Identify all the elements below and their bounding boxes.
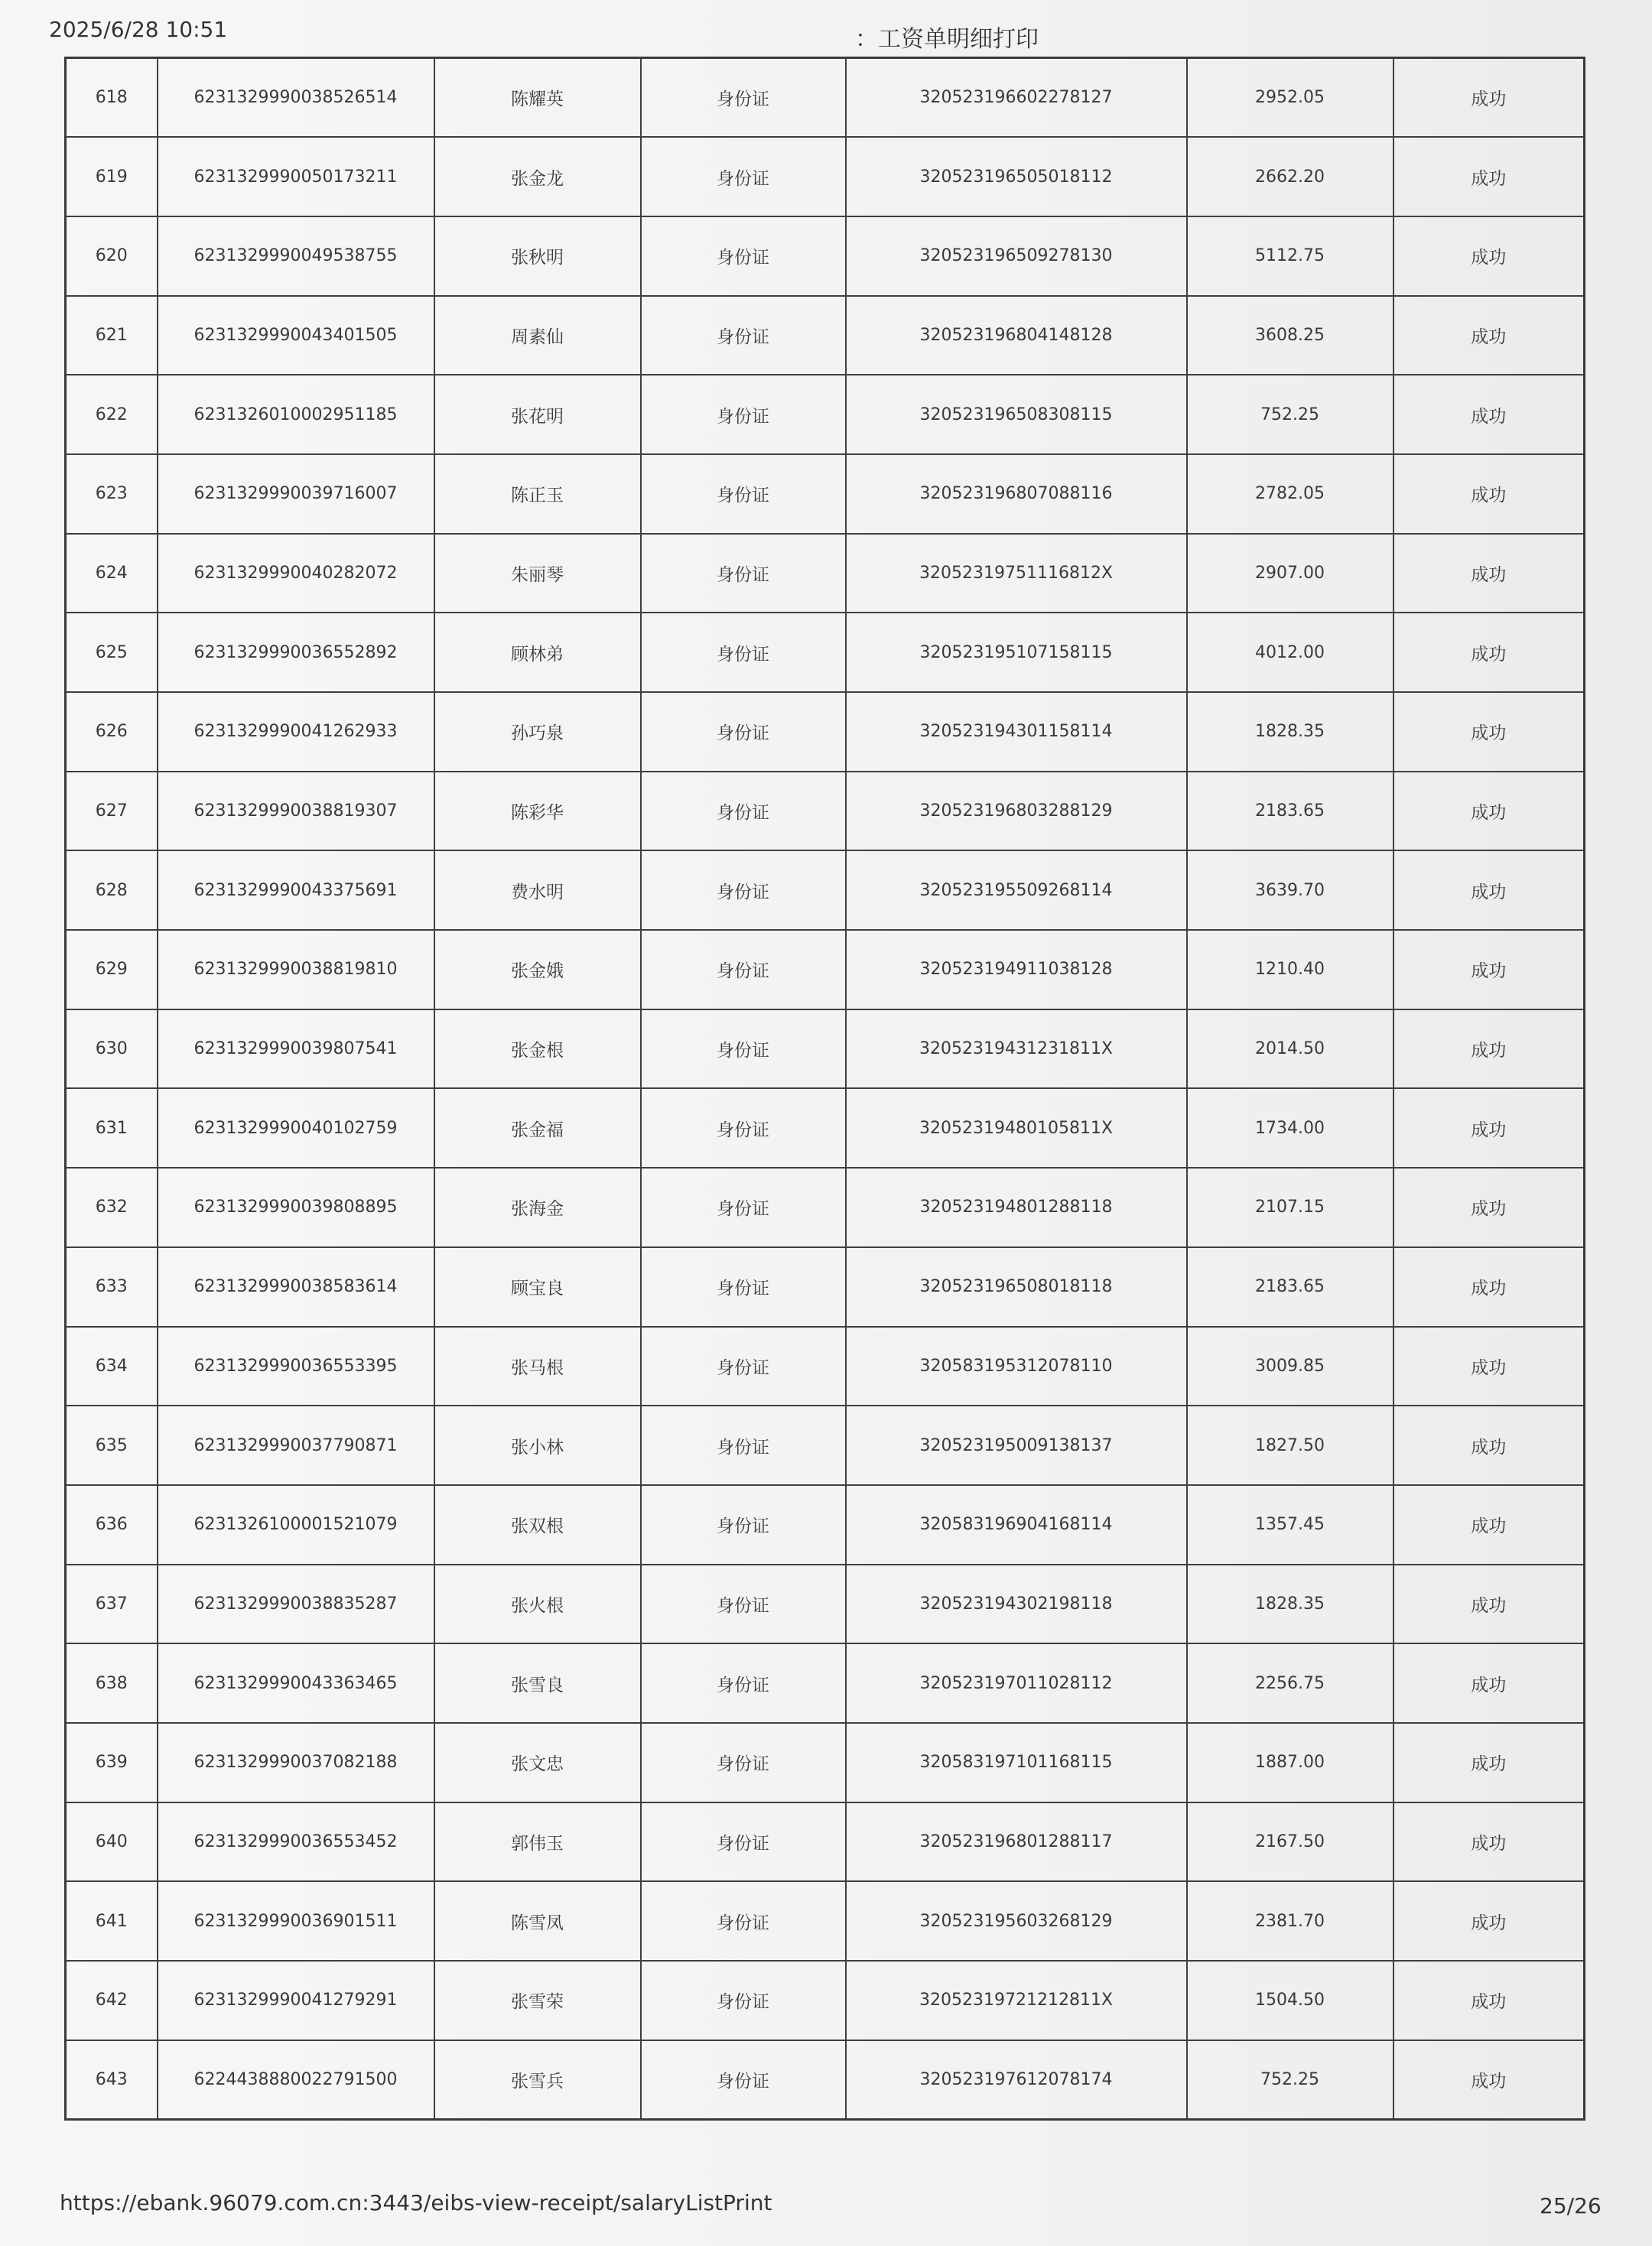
row-number-cell: 619 bbox=[66, 137, 158, 216]
id-type-cell: 身份证 bbox=[641, 216, 846, 296]
id-type-cell: 身份证 bbox=[641, 1802, 846, 1882]
name-cell: 张海金 bbox=[434, 1168, 641, 1247]
id-number-cell: 320523195107158115 bbox=[846, 613, 1187, 692]
row-number-cell: 625 bbox=[66, 613, 158, 692]
account-number-cell: 6231329990036552892 bbox=[158, 613, 434, 692]
name-cell: 费水明 bbox=[434, 850, 641, 930]
table-body bbox=[66, 58, 1585, 2120]
id-number-cell: 320523196509278130 bbox=[846, 216, 1187, 296]
amount-cell: 3639.70 bbox=[1187, 850, 1393, 930]
account-number-cell: 6231329990039716007 bbox=[158, 454, 434, 534]
status-cell: 成功 bbox=[1393, 692, 1585, 772]
id-number-cell: 32052319751116812X bbox=[846, 534, 1187, 613]
status-cell: 成功 bbox=[1393, 1961, 1585, 2040]
id-number-cell: 32052319721212811X bbox=[846, 1961, 1187, 2040]
amount-cell: 1828.35 bbox=[1187, 1565, 1393, 1644]
id-type-cell: 身份证 bbox=[641, 137, 846, 216]
id-type-cell: 身份证 bbox=[641, 772, 846, 851]
id-type-cell: 身份证 bbox=[641, 1961, 846, 2040]
row-number-cell: 641 bbox=[66, 1881, 158, 1961]
amount-cell: 2381.70 bbox=[1187, 1881, 1393, 1961]
id-number-cell: 320523196602278127 bbox=[846, 58, 1187, 138]
name-cell: 张火根 bbox=[434, 1565, 641, 1644]
table-row bbox=[66, 534, 1585, 613]
amount-cell: 5112.75 bbox=[1187, 216, 1393, 296]
amount-cell: 2167.50 bbox=[1187, 1802, 1393, 1882]
row-number-cell: 638 bbox=[66, 1643, 158, 1723]
id-number-cell: 320523194911038128 bbox=[846, 930, 1187, 1009]
name-cell: 顾宝良 bbox=[434, 1247, 641, 1327]
page-title: ：工资单明细打印 bbox=[855, 26, 1039, 53]
id-number-cell: 320523196505018112 bbox=[846, 137, 1187, 216]
status-cell: 成功 bbox=[1393, 613, 1585, 692]
id-number-cell: 320523196807088116 bbox=[846, 454, 1187, 534]
account-number-cell: 6231326100001521079 bbox=[158, 1485, 434, 1565]
id-number-cell: 320523196508018118 bbox=[846, 1247, 1187, 1327]
table-row bbox=[66, 1961, 1585, 2040]
id-number-cell: 320583196904168114 bbox=[846, 1485, 1187, 1565]
amount-cell: 2782.05 bbox=[1187, 454, 1393, 534]
amount-cell: 2256.75 bbox=[1187, 1643, 1393, 1723]
account-number-cell: 6231329990038526514 bbox=[158, 58, 434, 138]
table-row bbox=[66, 1802, 1585, 1882]
account-number-cell: 6231329990038583614 bbox=[158, 1247, 434, 1327]
row-number-cell: 623 bbox=[66, 454, 158, 534]
status-cell: 成功 bbox=[1393, 1723, 1585, 1802]
status-cell: 成功 bbox=[1393, 58, 1585, 138]
table-row bbox=[66, 850, 1585, 930]
id-number-cell: 320583197101168115 bbox=[846, 1723, 1187, 1802]
id-type-cell: 身份证 bbox=[641, 1327, 846, 1406]
status-cell: 成功 bbox=[1393, 930, 1585, 1009]
amount-cell: 752.25 bbox=[1187, 2040, 1393, 2120]
row-number-cell: 620 bbox=[66, 216, 158, 296]
row-number-cell: 634 bbox=[66, 1327, 158, 1406]
amount-cell: 2907.00 bbox=[1187, 534, 1393, 613]
status-cell: 成功 bbox=[1393, 1406, 1585, 1485]
id-type-cell: 身份证 bbox=[641, 296, 846, 375]
table-row bbox=[66, 1881, 1585, 1961]
table-row bbox=[66, 454, 1585, 534]
table-row bbox=[66, 1723, 1585, 1802]
id-type-cell: 身份证 bbox=[641, 534, 846, 613]
id-type-cell: 身份证 bbox=[641, 1247, 846, 1327]
id-type-cell: 身份证 bbox=[641, 454, 846, 534]
amount-cell: 3009.85 bbox=[1187, 1327, 1393, 1406]
row-number-cell: 628 bbox=[66, 850, 158, 930]
table-row bbox=[66, 1247, 1585, 1327]
table-row bbox=[66, 1327, 1585, 1406]
row-number-cell: 629 bbox=[66, 930, 158, 1009]
account-number-cell: 6231329990040102759 bbox=[158, 1088, 434, 1168]
amount-cell: 1357.45 bbox=[1187, 1485, 1393, 1565]
amount-cell: 1734.00 bbox=[1187, 1088, 1393, 1168]
account-number-cell: 6231329990039808895 bbox=[158, 1168, 434, 1247]
account-number-cell: 6231329990043363465 bbox=[158, 1643, 434, 1723]
row-number-cell: 631 bbox=[66, 1088, 158, 1168]
name-cell: 陈正玉 bbox=[434, 454, 641, 534]
id-number-cell: 320523194801288118 bbox=[846, 1168, 1187, 1247]
name-cell: 张金根 bbox=[434, 1009, 641, 1089]
amount-cell: 2952.05 bbox=[1187, 58, 1393, 138]
account-number-cell: 6231329990036553452 bbox=[158, 1802, 434, 1882]
account-number-cell: 6231329990037790871 bbox=[158, 1406, 434, 1485]
name-cell: 张文忠 bbox=[434, 1723, 641, 1802]
table-row bbox=[66, 613, 1585, 692]
account-number-cell: 6231329990049538755 bbox=[158, 216, 434, 296]
id-type-cell: 身份证 bbox=[641, 850, 846, 930]
status-cell: 成功 bbox=[1393, 296, 1585, 375]
row-number-cell: 633 bbox=[66, 1247, 158, 1327]
table-row bbox=[66, 137, 1585, 216]
amount-cell: 4012.00 bbox=[1187, 613, 1393, 692]
account-number-cell: 6224438880022791500 bbox=[158, 2040, 434, 2120]
id-type-cell: 身份证 bbox=[641, 1406, 846, 1485]
row-number-cell: 636 bbox=[66, 1485, 158, 1565]
table-row bbox=[66, 1406, 1585, 1485]
amount-cell: 1504.50 bbox=[1187, 1961, 1393, 2040]
name-cell: 张雪良 bbox=[434, 1643, 641, 1723]
name-cell: 张雪荣 bbox=[434, 1961, 641, 2040]
account-number-cell: 6231329990041262933 bbox=[158, 692, 434, 772]
name-cell: 张秋明 bbox=[434, 216, 641, 296]
id-type-cell: 身份证 bbox=[641, 1009, 846, 1089]
id-number-cell: 320523197011028112 bbox=[846, 1643, 1187, 1723]
table-row bbox=[66, 1565, 1585, 1644]
id-number-cell: 320523196801288117 bbox=[846, 1802, 1187, 1882]
amount-cell: 2014.50 bbox=[1187, 1009, 1393, 1089]
status-cell: 成功 bbox=[1393, 1565, 1585, 1644]
status-cell: 成功 bbox=[1393, 375, 1585, 454]
account-number-cell: 6231329990043401505 bbox=[158, 296, 434, 375]
amount-cell: 1828.35 bbox=[1187, 692, 1393, 772]
table-row bbox=[66, 1643, 1585, 1723]
account-number-cell: 6231326010002951185 bbox=[158, 375, 434, 454]
id-number-cell: 320523197612078174 bbox=[846, 2040, 1187, 2120]
print-datetime: 2025/6/28 10:51 bbox=[49, 17, 228, 42]
status-cell: 成功 bbox=[1393, 850, 1585, 930]
status-cell: 成功 bbox=[1393, 1643, 1585, 1723]
id-type-cell: 身份证 bbox=[641, 2040, 846, 2120]
table-row bbox=[66, 1485, 1585, 1565]
status-cell: 成功 bbox=[1393, 137, 1585, 216]
account-number-cell: 6231329990036901511 bbox=[158, 1881, 434, 1961]
amount-cell: 2183.65 bbox=[1187, 1247, 1393, 1327]
account-number-cell: 6231329990043375691 bbox=[158, 850, 434, 930]
page-url: https://ebank.96079.com.cn:3443/eibs-view-receipt/salaryListPrint bbox=[60, 2190, 772, 2215]
id-number-cell: 320523196508308115 bbox=[846, 375, 1187, 454]
table-row bbox=[66, 1009, 1585, 1089]
amount-cell: 2662.20 bbox=[1187, 137, 1393, 216]
id-type-cell: 身份证 bbox=[641, 930, 846, 1009]
row-number-cell: 630 bbox=[66, 1009, 158, 1089]
status-cell: 成功 bbox=[1393, 1247, 1585, 1327]
name-cell: 张小林 bbox=[434, 1406, 641, 1485]
account-number-cell: 6231329990036553395 bbox=[158, 1327, 434, 1406]
name-cell: 顾林弟 bbox=[434, 613, 641, 692]
row-number-cell: 642 bbox=[66, 1961, 158, 2040]
amount-cell: 752.25 bbox=[1187, 375, 1393, 454]
status-cell: 成功 bbox=[1393, 1168, 1585, 1247]
id-number-cell: 320523196803288129 bbox=[846, 772, 1187, 851]
amount-cell: 1210.40 bbox=[1187, 930, 1393, 1009]
id-type-cell: 身份证 bbox=[641, 692, 846, 772]
status-cell: 成功 bbox=[1393, 772, 1585, 851]
salary-detail-table bbox=[64, 57, 1585, 2121]
account-number-cell: 6231329990040282072 bbox=[158, 534, 434, 613]
page-number: 25/26 bbox=[1540, 2193, 1602, 2218]
row-number-cell: 622 bbox=[66, 375, 158, 454]
row-number-cell: 637 bbox=[66, 1565, 158, 1644]
amount-cell: 2107.15 bbox=[1187, 1168, 1393, 1247]
row-number-cell: 627 bbox=[66, 772, 158, 851]
status-cell: 成功 bbox=[1393, 1485, 1585, 1565]
status-cell: 成功 bbox=[1393, 1009, 1585, 1089]
name-cell: 郭伟玉 bbox=[434, 1802, 641, 1882]
id-number-cell: 32052319431231811X bbox=[846, 1009, 1187, 1089]
row-number-cell: 643 bbox=[66, 2040, 158, 2120]
id-type-cell: 身份证 bbox=[641, 375, 846, 454]
id-type-cell: 身份证 bbox=[641, 1643, 846, 1723]
row-number-cell: 624 bbox=[66, 534, 158, 613]
id-number-cell: 320523195509268114 bbox=[846, 850, 1187, 930]
row-number-cell: 632 bbox=[66, 1168, 158, 1247]
row-number-cell: 618 bbox=[66, 58, 158, 138]
id-number-cell: 320523195603268129 bbox=[846, 1881, 1187, 1961]
account-number-cell: 6231329990039807541 bbox=[158, 1009, 434, 1089]
name-cell: 孙巧泉 bbox=[434, 692, 641, 772]
amount-cell: 1887.00 bbox=[1187, 1723, 1393, 1802]
id-number-cell: 32052319480105811X bbox=[846, 1088, 1187, 1168]
row-number-cell: 640 bbox=[66, 1802, 158, 1882]
id-type-cell: 身份证 bbox=[641, 613, 846, 692]
status-cell: 成功 bbox=[1393, 1881, 1585, 1961]
table-row bbox=[66, 1088, 1585, 1168]
table-row bbox=[66, 296, 1585, 375]
status-cell: 成功 bbox=[1393, 216, 1585, 296]
table-row bbox=[66, 375, 1585, 454]
row-number-cell: 626 bbox=[66, 692, 158, 772]
status-cell: 成功 bbox=[1393, 454, 1585, 534]
account-number-cell: 6231329990038819810 bbox=[158, 930, 434, 1009]
id-type-cell: 身份证 bbox=[641, 1485, 846, 1565]
table-row bbox=[66, 1168, 1585, 1247]
account-number-cell: 6231329990038835287 bbox=[158, 1565, 434, 1644]
id-type-cell: 身份证 bbox=[641, 1723, 846, 1802]
amount-cell: 2183.65 bbox=[1187, 772, 1393, 851]
status-cell: 成功 bbox=[1393, 1802, 1585, 1882]
table-row bbox=[66, 692, 1585, 772]
account-number-cell: 6231329990041279291 bbox=[158, 1961, 434, 2040]
id-type-cell: 身份证 bbox=[641, 1881, 846, 1961]
name-cell: 张雪兵 bbox=[434, 2040, 641, 2120]
name-cell: 朱丽琴 bbox=[434, 534, 641, 613]
name-cell: 陈耀英 bbox=[434, 58, 641, 138]
table-row bbox=[66, 216, 1585, 296]
id-number-cell: 320523194301158114 bbox=[846, 692, 1187, 772]
status-cell: 成功 bbox=[1393, 534, 1585, 613]
name-cell: 陈彩华 bbox=[434, 772, 641, 851]
name-cell: 张金龙 bbox=[434, 137, 641, 216]
name-cell: 张金福 bbox=[434, 1088, 641, 1168]
name-cell: 陈雪凤 bbox=[434, 1881, 641, 1961]
id-type-cell: 身份证 bbox=[641, 1565, 846, 1644]
account-number-cell: 6231329990037082188 bbox=[158, 1723, 434, 1802]
id-type-cell: 身份证 bbox=[641, 1088, 846, 1168]
table-row bbox=[66, 2040, 1585, 2120]
table-row bbox=[66, 58, 1585, 138]
status-cell: 成功 bbox=[1393, 1088, 1585, 1168]
id-number-cell: 320523196804148128 bbox=[846, 296, 1187, 375]
amount-cell: 3608.25 bbox=[1187, 296, 1393, 375]
table-row bbox=[66, 930, 1585, 1009]
account-number-cell: 6231329990050173211 bbox=[158, 137, 434, 216]
row-number-cell: 635 bbox=[66, 1406, 158, 1485]
id-type-cell: 身份证 bbox=[641, 58, 846, 138]
id-number-cell: 320583195312078110 bbox=[846, 1327, 1187, 1406]
name-cell: 张双根 bbox=[434, 1485, 641, 1565]
name-cell: 张金娥 bbox=[434, 930, 641, 1009]
table-row bbox=[66, 772, 1585, 851]
amount-cell: 1827.50 bbox=[1187, 1406, 1393, 1485]
status-cell: 成功 bbox=[1393, 1327, 1585, 1406]
name-cell: 周素仙 bbox=[434, 296, 641, 375]
id-number-cell: 320523195009138137 bbox=[846, 1406, 1187, 1485]
status-cell: 成功 bbox=[1393, 2040, 1585, 2120]
id-type-cell: 身份证 bbox=[641, 1168, 846, 1247]
name-cell: 张花明 bbox=[434, 375, 641, 454]
row-number-cell: 639 bbox=[66, 1723, 158, 1802]
id-number-cell: 320523194302198118 bbox=[846, 1565, 1187, 1644]
account-number-cell: 6231329990038819307 bbox=[158, 772, 434, 851]
row-number-cell: 621 bbox=[66, 296, 158, 375]
name-cell: 张马根 bbox=[434, 1327, 641, 1406]
